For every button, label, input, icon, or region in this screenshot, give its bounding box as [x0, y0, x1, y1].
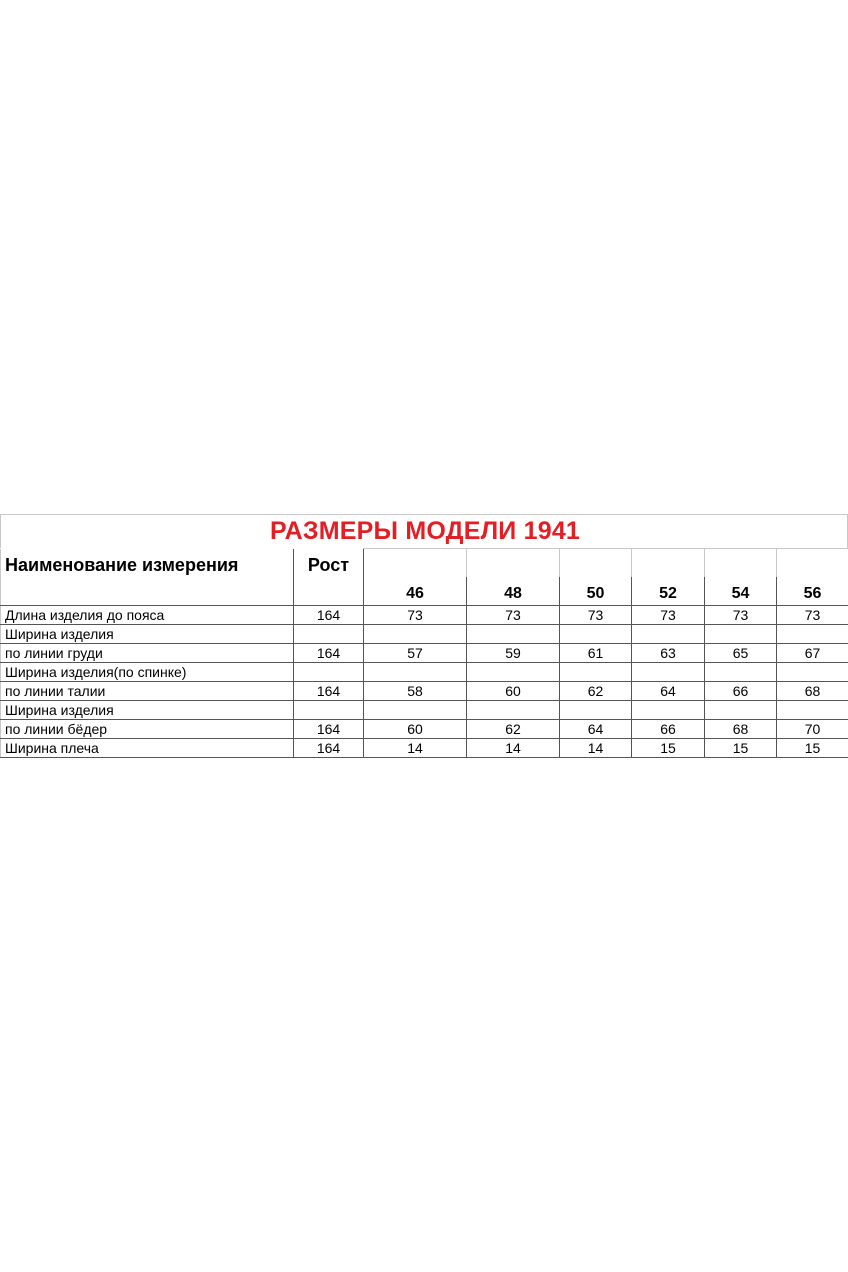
size-header: 54 — [705, 577, 777, 606]
size-header: 50 — [560, 577, 632, 606]
size-value — [467, 663, 560, 682]
size-value: 66 — [632, 720, 705, 739]
size-value — [364, 663, 467, 682]
measurement-name: Ширина изделия(по спинке) — [1, 663, 294, 682]
size-value: 64 — [632, 682, 705, 701]
size-value — [705, 663, 777, 682]
size-header: 46 — [364, 577, 467, 606]
size-value — [364, 701, 467, 720]
table-row — [1, 625, 848, 644]
size-value: 62 — [467, 720, 560, 739]
size-value — [467, 625, 560, 644]
header-empty-cell — [632, 549, 705, 577]
size-chart — [0, 514, 848, 758]
size-value — [560, 625, 632, 644]
size-value: 73 — [467, 606, 560, 625]
height-value: 164 — [294, 739, 364, 758]
size-value: 60 — [364, 720, 467, 739]
size-value: 73 — [705, 606, 777, 625]
size-value: 15 — [705, 739, 777, 758]
size-value — [632, 625, 705, 644]
table-row — [1, 663, 848, 682]
size-value: 57 — [364, 644, 467, 663]
size-value: 61 — [560, 644, 632, 663]
size-value — [560, 663, 632, 682]
size-value: 15 — [632, 739, 705, 758]
size-value: 70 — [777, 720, 848, 739]
size-header: 56 — [777, 577, 848, 606]
size-value: 73 — [632, 606, 705, 625]
size-value: 68 — [705, 720, 777, 739]
size-value — [560, 701, 632, 720]
size-value: 68 — [777, 682, 848, 701]
chart-title: РАЗМЕРЫ МОДЕЛИ 1941 — [269, 517, 581, 545]
size-value: 14 — [364, 739, 467, 758]
size-header: 48 — [467, 577, 560, 606]
size-value: 66 — [705, 682, 777, 701]
size-value: 64 — [560, 720, 632, 739]
size-header: 52 — [632, 577, 705, 606]
measurement-name: Ширина изделия — [1, 701, 294, 720]
table-row — [1, 606, 848, 625]
height-value — [294, 625, 364, 644]
size-value: 67 — [777, 644, 848, 663]
size-value — [777, 701, 848, 720]
size-value: 58 — [364, 682, 467, 701]
size-value: 60 — [467, 682, 560, 701]
height-value: 164 — [294, 644, 364, 663]
size-value: 73 — [560, 606, 632, 625]
header-empty-cell — [467, 549, 560, 577]
size-value — [364, 625, 467, 644]
size-value: 15 — [777, 739, 848, 758]
height-value — [294, 663, 364, 682]
measurement-name: по линии груди — [1, 644, 294, 663]
size-value: 65 — [705, 644, 777, 663]
header-measurement-name: Наименование измерения — [1, 549, 294, 577]
size-value: 73 — [364, 606, 467, 625]
size-value — [777, 625, 848, 644]
measurement-name: Ширина изделия — [1, 625, 294, 644]
size-value — [632, 701, 705, 720]
size-value: 14 — [467, 739, 560, 758]
table-row — [1, 739, 848, 758]
size-value: 62 — [560, 682, 632, 701]
table-row — [1, 701, 848, 720]
size-value — [777, 663, 848, 682]
header-row-labels — [1, 549, 848, 577]
size-value: 59 — [467, 644, 560, 663]
header-empty-cell — [294, 577, 364, 606]
header-height: Рост — [294, 549, 364, 577]
size-value — [705, 625, 777, 644]
header-empty-cell — [1, 577, 294, 606]
header-empty-cell — [560, 549, 632, 577]
height-value: 164 — [294, 682, 364, 701]
title-row — [0, 514, 848, 548]
table-row — [1, 644, 848, 663]
size-value — [467, 701, 560, 720]
size-value — [632, 663, 705, 682]
measurement-name: по линии талии — [1, 682, 294, 701]
height-value: 164 — [294, 606, 364, 625]
height-value — [294, 701, 364, 720]
header-empty-cell — [777, 549, 848, 577]
size-value: 63 — [632, 644, 705, 663]
measurement-name: Ширина плеча — [1, 739, 294, 758]
size-value: 73 — [777, 606, 848, 625]
size-value: 14 — [560, 739, 632, 758]
measurement-name: Длина изделия до пояса — [1, 606, 294, 625]
header-empty-cell — [705, 549, 777, 577]
table-row — [1, 720, 848, 739]
header-empty-cell — [364, 549, 467, 577]
table-row — [1, 682, 848, 701]
measurement-name: по линии бёдер — [1, 720, 294, 739]
size-table — [0, 548, 848, 758]
height-value: 164 — [294, 720, 364, 739]
header-row-sizes — [1, 577, 848, 606]
size-value — [705, 701, 777, 720]
